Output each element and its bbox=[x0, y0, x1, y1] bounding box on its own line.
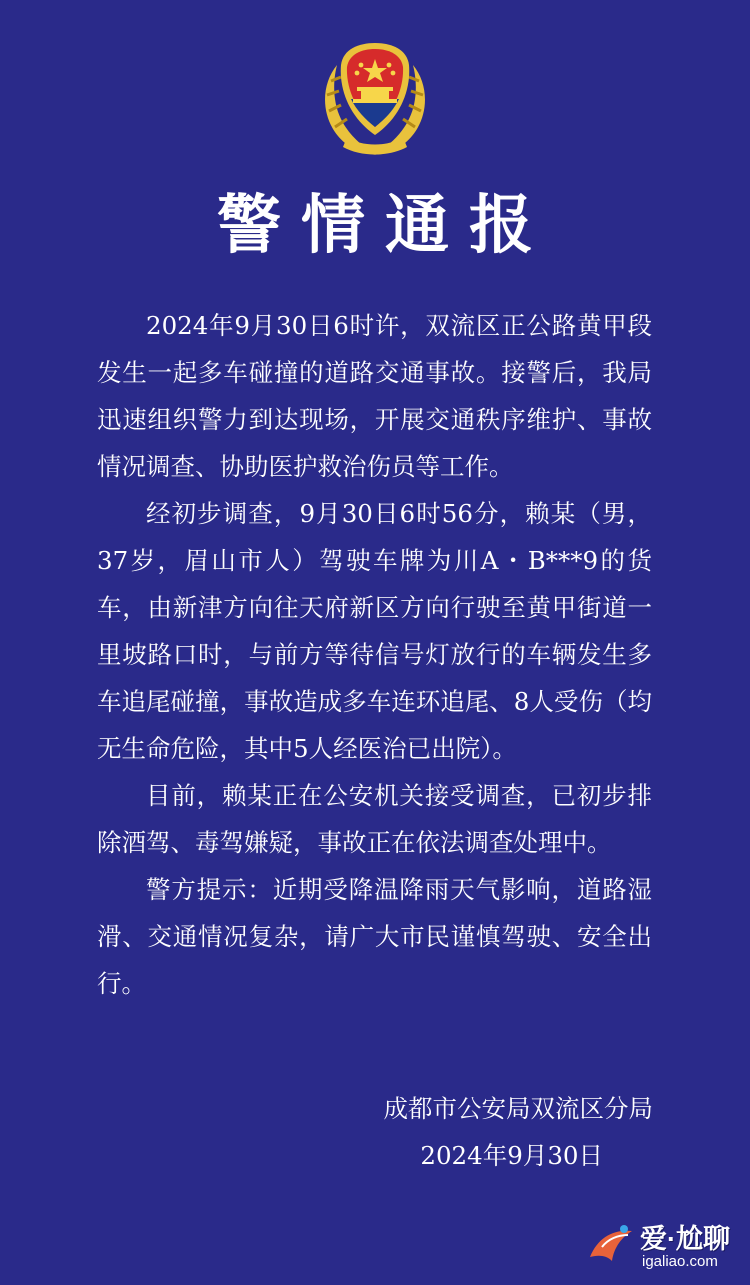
page-title: 警情通报 bbox=[217, 188, 553, 263]
paragraph-investigation: 经初步调查，9月30日6时56分，赖某（男，37岁，眉山市人）驾驶车牌为川A・B***9的货车，由新津方向往天府新区方向行驶至黄甲街道一里坡路口时，与前方等待信号灯放行的车辆发生多车追尾碰撞，事故造成多车连环追尾、8人受伤（均无生命危险，其中5人经医治已出院）。 bbox=[97, 499, 652, 763]
report-body bbox=[97, 302, 652, 1007]
watermark-brand: 爱·尬聊 bbox=[640, 1224, 730, 1254]
signature-block bbox=[384, 1085, 654, 1179]
signature-date: 2024年9月30日 bbox=[420, 1141, 603, 1170]
paragraph-incident: 2024年9月30日6时许，双流区正公路黄甲段发生一起多车碰撞的道路交通事故。接警后，我局迅速组织警力到达现场，开展交通秩序维护、事故情况调查、协助医护救治伤员等工作。 bbox=[97, 311, 652, 481]
watermark bbox=[584, 1213, 744, 1279]
police-emblem-icon bbox=[317, 37, 433, 159]
paragraph-warning: 警方提示：近期受降温降雨天气影响，道路湿滑、交通情况复杂，请广大市民谨慎驾驶、安全出行。 bbox=[97, 875, 652, 998]
bird-logo-icon bbox=[584, 1217, 638, 1271]
signature-org: 成都市公安局双流区分局 bbox=[383, 1094, 653, 1123]
paragraph-status: 目前，赖某正在公安机关接受调查，已初步排除酒驾、毒驾嫌疑，事故正在依法调查处理中。 bbox=[97, 781, 652, 857]
watermark-url: igaliao.com bbox=[642, 1253, 718, 1270]
